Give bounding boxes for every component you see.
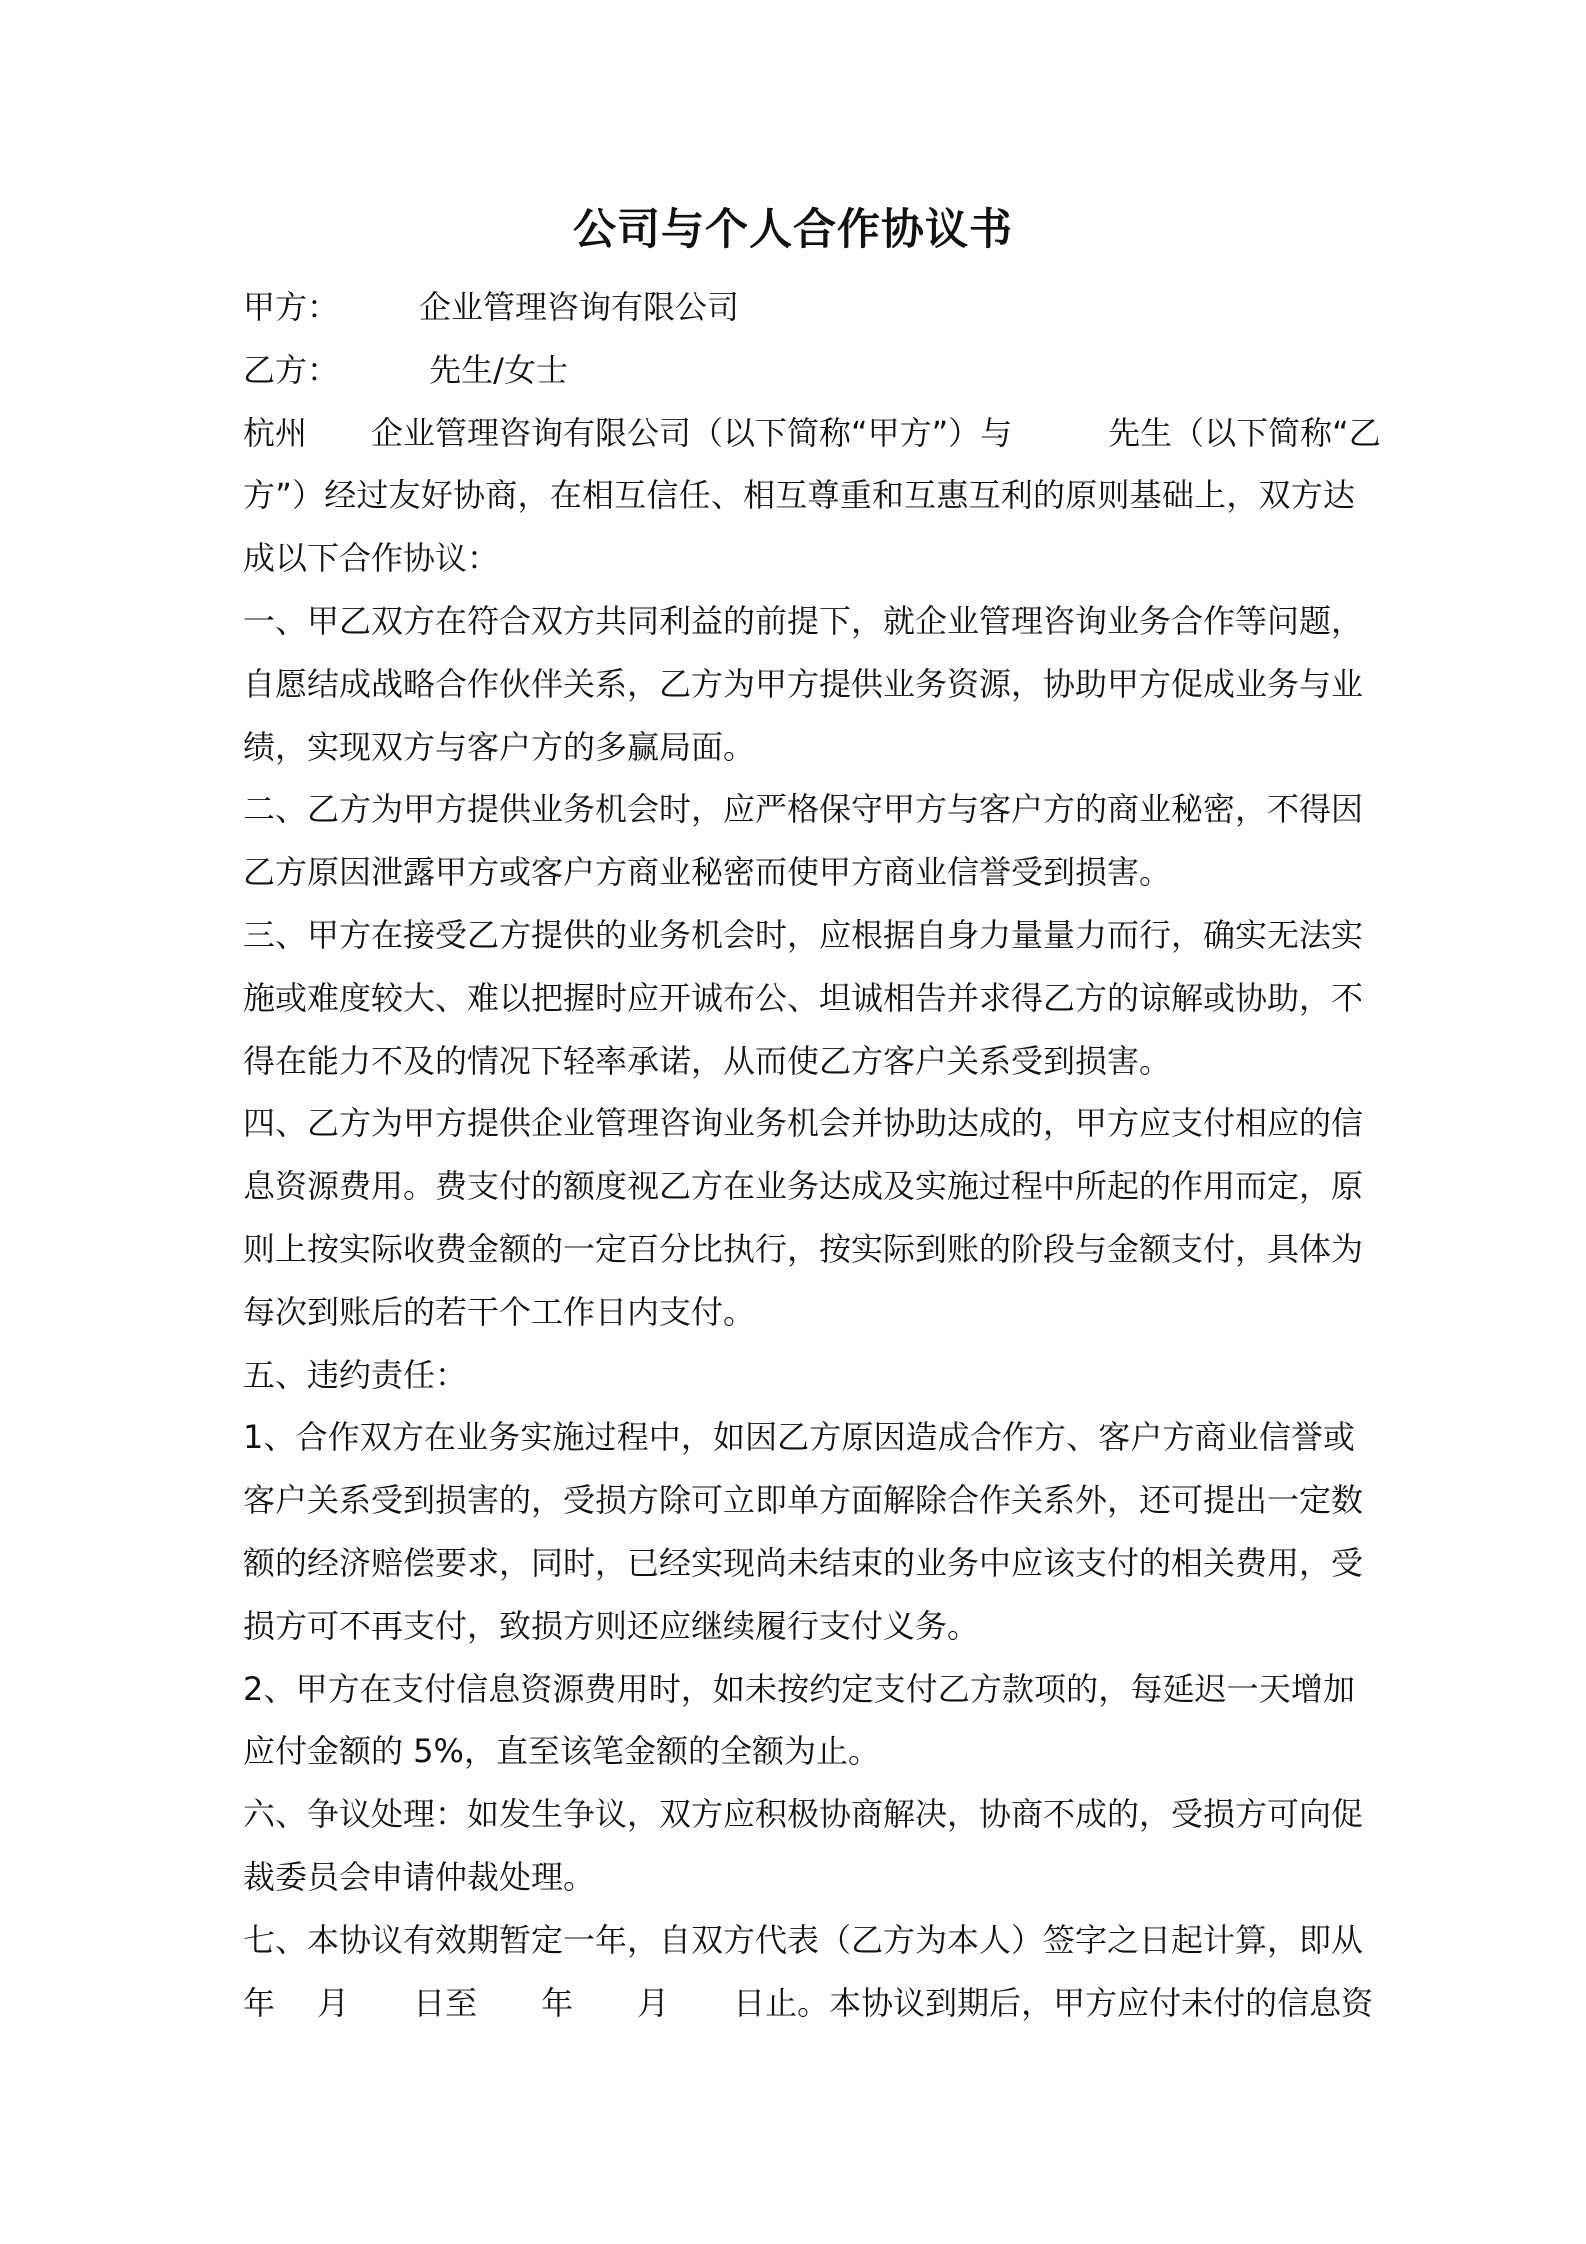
text-line: 1、合作双方在业务实施过程中，如因乙方原因造成合作方、客户方商业信誉或 — [243, 1418, 1355, 1457]
text-line: 二、乙方为甲方提供业务机会时，应严格保守甲方与客户方的商业秘密，不得因 — [243, 790, 1364, 829]
text-line: 客户关系受到损害的，受损方除可立即单方面解除合作关系外，还可提出一定数 — [243, 1481, 1364, 1520]
text-line: 方”）经过友好协商，在相互信任、相互尊重和互惠互利的原则基础上，双方达 — [243, 476, 1355, 515]
text-line: 绩，实现双方与客户方的多赢局面。 — [243, 727, 756, 766]
text-line: 2、甲方在支付信息资源费用时，如未按约定支付乙方款项的，每延迟一天增加 — [243, 1669, 1355, 1708]
text-line: 裁委员会申请仲裁处理。 — [243, 1857, 596, 1896]
text-line: 七、本协议有效期暂定一年，自双方代表（乙方为本人）签字之日起计算，即从 — [243, 1920, 1364, 1959]
text-line: 乙方： 先生/女士 — [243, 350, 568, 389]
text-line: 六、争议处理：如发生争议，双方应积极协商解决，协商不成的，受损方可向促 — [243, 1795, 1364, 1834]
text-line: 五、违约责任： — [243, 1355, 468, 1394]
text-line: 则上按实际收费金额的一定百分比执行，按实际到账的阶段与金额支付，具体为 — [243, 1229, 1364, 1268]
text-line: 杭州 企业管理咨询有限公司（以下简称“甲方”）与 先生（以下简称“乙 — [243, 413, 1381, 452]
document-title: 公司与个人合作协议书 — [573, 205, 1013, 255]
text-line: 一、甲乙双方在符合双方共同利益的前提下，就企业管理咨询业务合作等问题， — [243, 601, 1364, 640]
text-line: 乙方原因泄露甲方或客户方商业秘密而使甲方商业信誉受到损害。 — [243, 853, 1172, 892]
text-line: 自愿结成战略合作伙伴关系，乙方为甲方提供业务资源，协助甲方促成业务与业 — [243, 664, 1364, 703]
text-line: 年 月 日至 年 月 日止。本协议到期后，甲方应付未付的信息资 — [243, 1983, 1374, 2022]
text-line: 施或难度较大、难以把握时应开诚布公、坦诚相告并求得乙方的谅解或协助，不 — [243, 978, 1364, 1017]
text-line: 每次到账后的若干个工作日内支付。 — [243, 1292, 756, 1331]
text-line: 成以下合作协议： — [243, 539, 500, 578]
text-line: 三、甲方在接受乙方提供的业务机会时，应根据自身力量量力而行，确实无法实 — [243, 915, 1364, 954]
text-line: 额的经济赔偿要求，同时，已经实现尚未结束的业务中应该支付的相关费用，受 — [243, 1543, 1364, 1582]
text-line: 四、乙方为甲方提供企业管理咨询业务机会并协助达成的，甲方应支付相应的信 — [243, 1104, 1364, 1143]
text-line: 损方可不再支付，致损方则还应继续履行支付义务。 — [243, 1606, 980, 1645]
text-line: 甲方： 企业管理咨询有限公司 — [243, 288, 740, 326]
document-body — [243, 276, 1381, 2034]
text-line: 息资源费用。费支付的额度视乙方在业务达成及实施过程中所起的作用而定，原 — [243, 1167, 1364, 1206]
text-line: 得在能力不及的情况下轻率承诺，从而使乙方客户关系受到损害。 — [243, 1041, 1172, 1080]
text-line: 应付金额的 5%，直至该笔金额的全额为止。 — [243, 1732, 880, 1771]
